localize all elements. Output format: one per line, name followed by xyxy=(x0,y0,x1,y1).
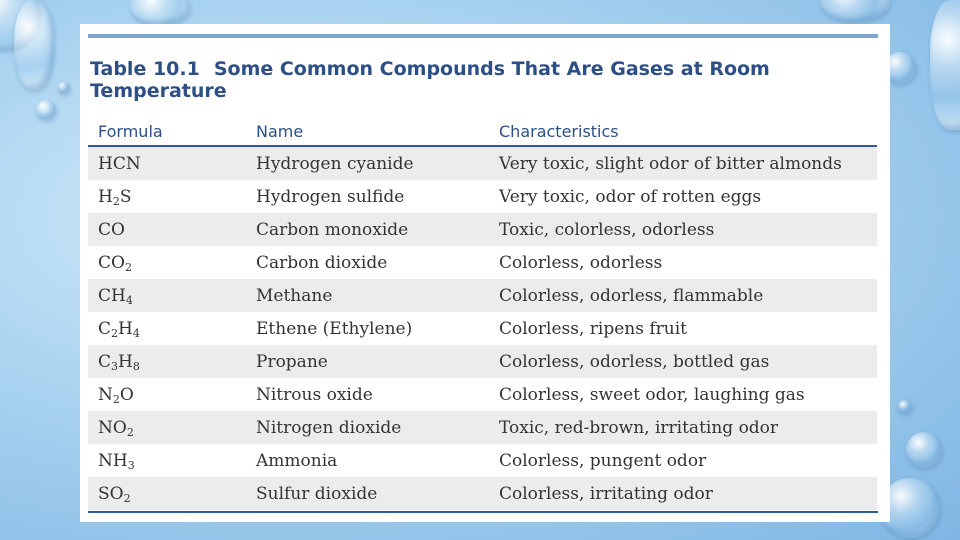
formula-subscript: 4 xyxy=(132,326,140,340)
name-cell: Hydrogen cyanide xyxy=(256,146,499,180)
formula-subscript: 2 xyxy=(112,194,120,208)
formula-cell xyxy=(88,444,256,477)
name-cell: Carbon monoxide xyxy=(256,213,499,246)
table-caption xyxy=(90,58,790,102)
formula-element: SO xyxy=(98,483,124,504)
formula-subscript: 2 xyxy=(124,260,132,274)
table-body xyxy=(88,146,877,510)
characteristics-cell: Toxic, red-brown, irritating odor xyxy=(499,411,877,444)
water-droplet-decoration xyxy=(898,400,912,414)
table-row xyxy=(88,213,877,246)
table-slide xyxy=(80,24,890,522)
formula-element: NH xyxy=(98,450,128,471)
table-row xyxy=(88,146,877,180)
formula-element: CO xyxy=(98,219,125,240)
formula-element: C xyxy=(98,351,112,372)
water-droplet-decoration xyxy=(930,0,960,130)
top-rule xyxy=(88,34,878,38)
water-droplet-decoration xyxy=(906,432,942,468)
formula-subscript: 2 xyxy=(112,392,120,406)
table-row xyxy=(88,345,877,378)
characteristics-cell: Colorless, pungent odor xyxy=(499,450,707,471)
formula-cell xyxy=(88,312,256,345)
characteristics-cell: Colorless, odorless, bottled gas xyxy=(499,345,877,378)
formula-cell xyxy=(88,279,256,312)
name-cell: Nitrogen dioxide xyxy=(256,411,499,444)
table-row xyxy=(88,180,877,213)
characteristics-cell: Colorless, odorless xyxy=(499,252,663,273)
characteristics-cell: Very toxic, odor of rotten eggs xyxy=(499,186,762,207)
formula-element: N xyxy=(98,384,113,405)
compounds-table xyxy=(88,117,877,510)
name-cell: Hydrogen sulfide xyxy=(256,186,405,207)
formula-element: H xyxy=(118,351,133,372)
name-cell: Methane xyxy=(256,279,499,312)
formula-subscript: 2 xyxy=(111,326,119,340)
bottom-rule xyxy=(88,511,878,513)
formula-subscript: 3 xyxy=(127,458,135,472)
characteristics-cell: Colorless, irritating odor xyxy=(499,477,877,510)
table-row xyxy=(88,312,877,345)
characteristics-cell: Colorless, odorless, flammable xyxy=(499,279,877,312)
formula-element: H xyxy=(98,186,113,207)
name-cell: Ethene (Ethylene) xyxy=(256,318,413,339)
formula-cell xyxy=(88,246,256,279)
formula-element: NO xyxy=(98,417,127,438)
formula-element: CH xyxy=(98,285,126,306)
formula-cell xyxy=(88,345,256,378)
formula-subscript: 3 xyxy=(111,359,119,373)
table-header-row xyxy=(88,117,877,146)
table-row xyxy=(88,279,877,312)
name-cell: Sulfur dioxide xyxy=(256,477,499,510)
water-droplet-decoration xyxy=(14,0,54,90)
formula-cell xyxy=(88,180,256,213)
column-header-characteristics: Characteristics xyxy=(499,117,877,146)
characteristics-cell: Toxic, colorless, odorless xyxy=(499,213,877,246)
formula-element: O xyxy=(119,384,134,405)
formula-element: H xyxy=(118,318,133,339)
formula-element: C xyxy=(98,318,112,339)
formula-cell xyxy=(88,146,256,180)
table-row xyxy=(88,477,877,510)
table-number: Table 10.1 xyxy=(90,58,200,80)
table-row xyxy=(88,246,877,279)
formula-subscript: 4 xyxy=(125,293,133,307)
formula-element: CO xyxy=(98,252,125,273)
formula-subscript: 2 xyxy=(126,425,134,439)
name-cell: Nitrous oxide xyxy=(256,384,373,405)
formula-cell xyxy=(88,378,256,411)
water-droplet-decoration xyxy=(36,100,56,120)
characteristics-cell: Colorless, sweet odor, laughing gas xyxy=(499,384,805,405)
formula-element: HCN xyxy=(98,153,141,174)
formula-subscript: 2 xyxy=(123,491,131,505)
name-cell: Carbon dioxide xyxy=(256,252,388,273)
formula-element: S xyxy=(119,186,132,207)
characteristics-cell: Very toxic, slight odor of bitter almonds xyxy=(499,146,877,180)
column-header-formula: Formula xyxy=(88,117,256,146)
water-droplet-decoration xyxy=(130,0,190,26)
water-droplet-decoration xyxy=(820,0,890,22)
formula-subscript: 8 xyxy=(132,359,140,373)
table-title: Some Common Compounds That Are Gases at Room Temperature xyxy=(90,58,770,102)
formula-cell xyxy=(88,477,256,510)
column-header-name: Name xyxy=(256,117,499,146)
name-cell: Ammonia xyxy=(256,450,338,471)
water-droplet-decoration xyxy=(58,82,70,94)
characteristics-cell: Colorless, ripens fruit xyxy=(499,318,688,339)
formula-cell xyxy=(88,213,256,246)
formula-cell xyxy=(88,411,256,444)
table-row xyxy=(88,444,877,477)
table-row xyxy=(88,378,877,411)
table-row xyxy=(88,411,877,444)
name-cell: Propane xyxy=(256,345,499,378)
